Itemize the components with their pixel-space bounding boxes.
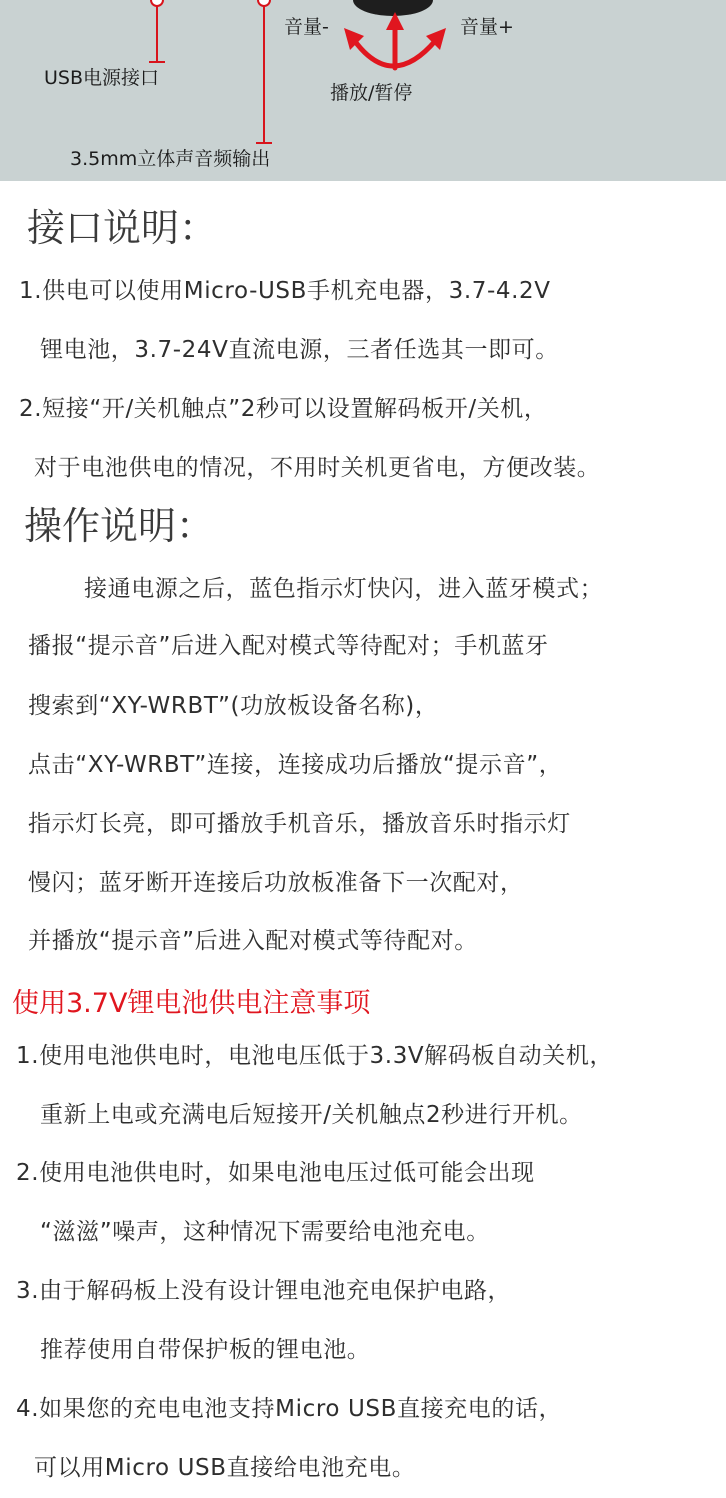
battery-note-line: 4.如果您的充电电池支持Micro USB直接充电的话， [16,1396,563,1422]
battery-note-line: 2.使用电池供电时，如果电池电压过低可能会出现 [16,1160,535,1186]
interface-line: 锂电池，3.7-24V直流电源，三者任选其一即可。 [40,337,559,363]
battery-note-line: 3.由于解码板上没有设计锂电池充电保护电路， [16,1278,512,1304]
product-diagram [0,0,726,181]
volume-down-label: 音量- [284,16,329,38]
interface-line: 1.供电可以使用Micro-USB手机充电器，3.7-4.2V [19,278,551,304]
operation-line: 慢闪；蓝牙断开连接后功放板准备下一次配对， [28,870,524,896]
operation-line: 点击“XY-WRBT”连接，连接成功后播放“提示音”， [28,752,563,778]
operation-line: 播报“提示音”后进入配对模式等待配对；手机蓝牙 [28,633,549,659]
interface-line: 对于电池供电的情况，不用时关机更省电，方便改装。 [34,455,601,481]
battery-notes-heading: 使用3.7V锂电池供电注意事项 [12,988,371,1019]
battery-note-line: 1.使用电池供电时，电池电压低于3.3V解码板自动关机， [16,1043,614,1069]
audio-connector-dot [258,0,270,6]
battery-note-line: “滋滋”噪声，这种情况下需要给电池充电。 [40,1219,490,1245]
operation-line: 搜索到“XY-WRBT”(功放板设备名称)， [28,693,439,719]
interface-heading: 接口说明： [27,206,218,250]
operation-line: 指示灯长亮，即可播放手机音乐，播放音乐时指示灯 [28,811,571,837]
battery-note-line: 推荐使用自带保护板的锂电池。 [40,1337,371,1363]
interface-line: 2.短接“开/关机触点”2秒可以设置解码板开/关机， [19,396,548,422]
battery-note-line: 重新上电或充满电后短接开/关机触点2秒进行开机。 [40,1102,583,1128]
operation-line: 并播放“提示音”后进入配对模式等待配对。 [28,928,478,954]
volume-up-label: 音量+ [460,16,514,38]
play-pause-label: 播放/暂停 [330,82,413,104]
operation-heading: 操作说明： [24,504,215,548]
usb-connector-dot [151,0,163,6]
knob-icon [353,0,433,16]
audio-output-label: 3.5mm立体声音频输出 [70,148,271,170]
operation-line: 接通电源之后，蓝色指示灯快闪，进入蓝牙模式； [84,576,604,602]
usb-power-label: USB电源接口 [44,67,160,89]
rotation-arrows-icon [354,24,436,68]
battery-note-line: 可以用Micro USB直接给电池充电。 [34,1455,416,1481]
